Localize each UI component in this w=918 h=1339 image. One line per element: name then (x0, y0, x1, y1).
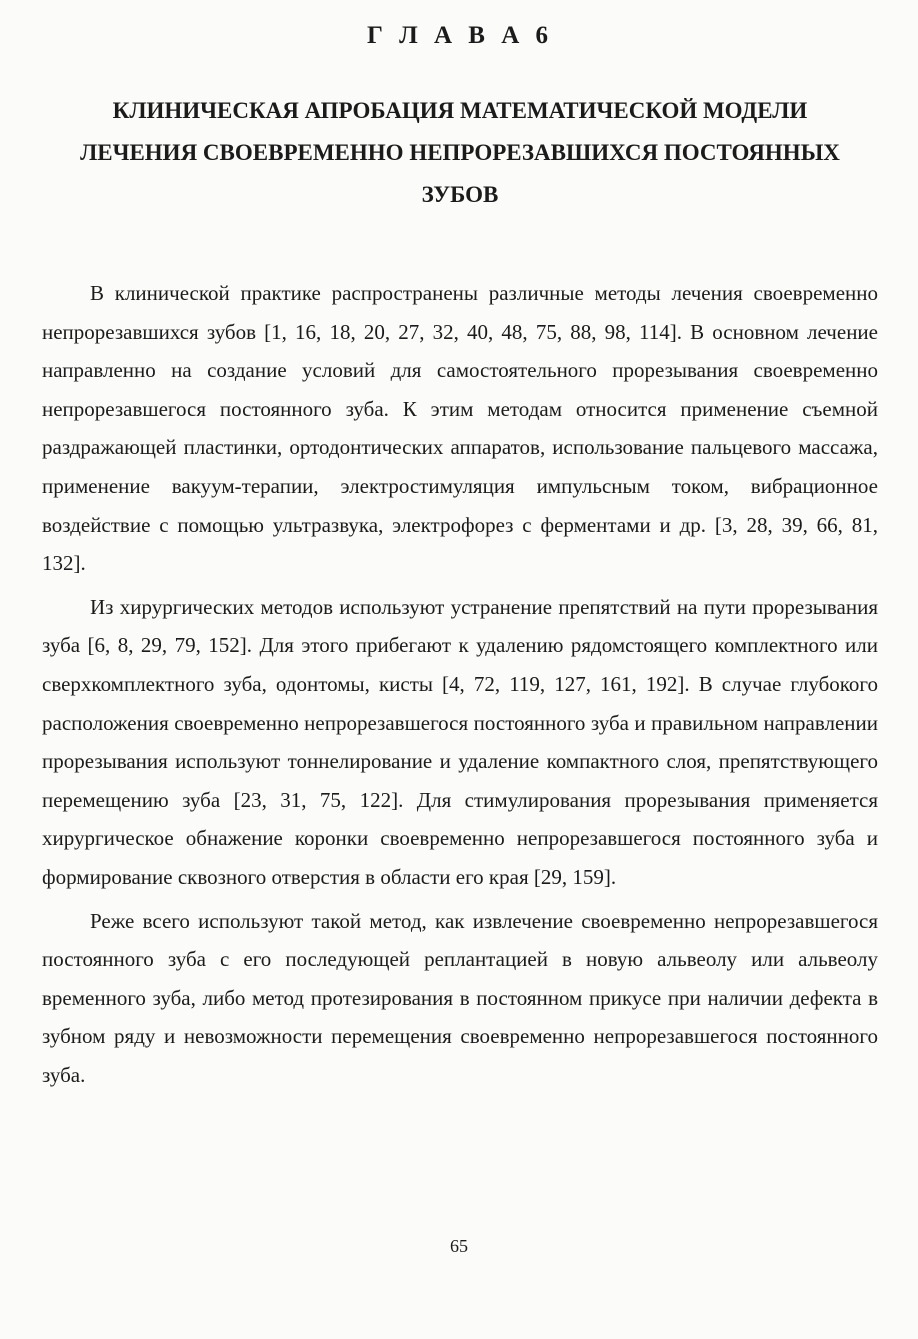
paragraph: Из хирургических методов используют устранение препятствий на пути прорезывания зуба [6, 8, 29, 79, 152]. Для этого прибегают к удалению рядомстоящего комплектного или сверхкомплектного зуба, одонтомы, кисты [4, 72, 119, 127, 161, 192]. В случае глубокого расположения своевременно непрорезавшегося постоянного зуба и правильном направлении прорезывания используют тоннелирование и удаление компактного слоя, препятствующего перемещению зуба [23, 31, 75, 122]. Для стимулирования прорезывания применяется хирургическое обнажение коронки своевременно непрорезавшегося постоянного зуба и формирование сквозного отверстия в области его края [29, 159]. (42, 594, 878, 889)
paragraph: В клинической практике распространены различные методы лечения своевременно непрорезавшихся зубов [1, 16, 18, 20, 27, 32, 40, 48, 75, 88, 98, 114]. В основном лечение направленно на создание условий для самостоятельного прорезывания своевременно непрорезавшегося постоянного зуба. К этим методам относится применение съемной раздражающей пластинки, ортодонтических аппаратов, использование пальцевого массажа, применение вакуум-терапии, электростимуляция импульсным током, вибрационное воздействие с помощью ультразвука, электрофорез с ферментами и др. [3, 28, 39, 66, 81, 132]. (42, 281, 878, 576)
chapter-title: КЛИНИЧЕСКАЯ АПРОБАЦИЯ МАТЕМАТИЧЕСКОЙ МОДЕЛИ ЛЕЧЕНИЯ СВОЕВРЕМЕННО НЕПРОРЕЗАВШИХСЯ ПОСТОЯННЫХ ЗУБОВ (80, 98, 840, 207)
body-text (42, 274, 878, 1094)
page-number: 65 (450, 1236, 468, 1256)
chapter-heading: Г Л А В А 6 (366, 22, 554, 49)
paragraph: Реже всего используют такой метод, как извлечение своевременно непрорезавшегося постоянного зуба с его последующей реплантацией в новую альвеолу или альвеолу временного зуба, либо метод протезирования в постоянном прикусе при наличии дефекта в зубном ряду и невозможности перемещения своевременно непрорезавшегося постоянного зуба. (42, 908, 878, 1087)
